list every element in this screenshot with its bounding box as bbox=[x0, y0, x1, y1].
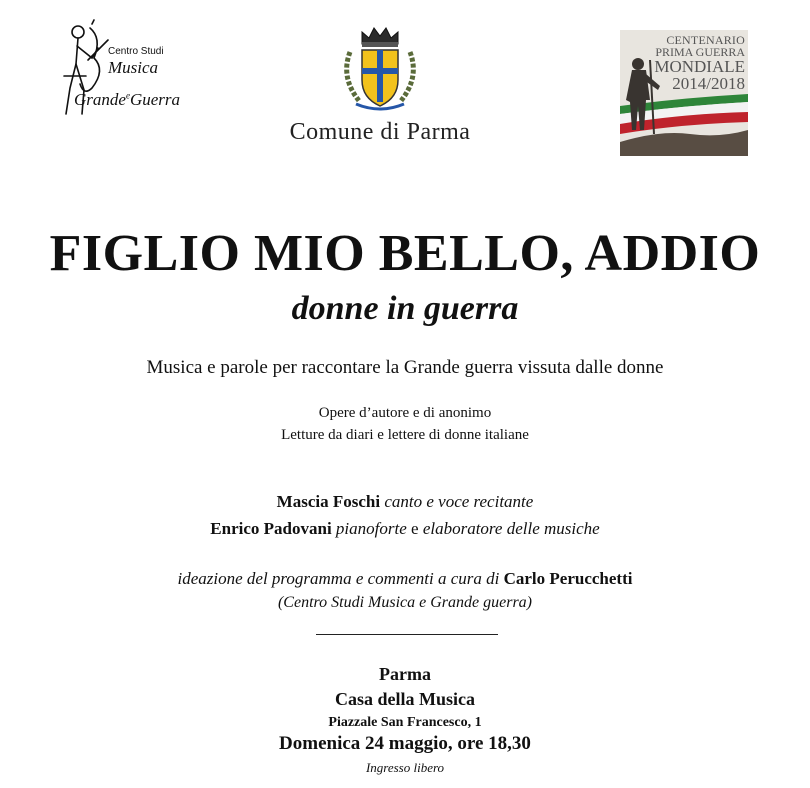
logo-text-e: e bbox=[125, 90, 130, 101]
centenario-text-2: PRIMA GUERRA bbox=[655, 45, 745, 59]
info-line-1: Opere d’autore e di anonimo bbox=[318, 405, 492, 421]
info-line-2: Letture da diari e lettere di donne italiane bbox=[281, 427, 529, 443]
credit-prefix: ideazione del programma e commenti a cura di bbox=[177, 569, 504, 588]
performer-1 bbox=[0, 492, 810, 512]
event-tagline: Musica e parole per raccontare la Grande guerra vissuta dalle donne bbox=[146, 357, 664, 378]
logo-text-guerra: Guerra bbox=[129, 90, 181, 109]
performer-2-role-b: elaboratore delle musiche bbox=[422, 519, 600, 538]
event-datetime: Domenica 24 maggio, ore 18,30 bbox=[279, 733, 531, 754]
performer-2-conj: e bbox=[406, 519, 423, 538]
centenario-text-3: MONDIALE bbox=[654, 57, 745, 76]
credit-name: Carlo Perucchetti bbox=[503, 569, 633, 588]
event-city: Parma bbox=[379, 664, 431, 684]
divider-line bbox=[316, 634, 498, 635]
centenario-logo bbox=[620, 30, 748, 156]
comune-di-parma-logo bbox=[260, 22, 500, 152]
centenario-text-1: CENTENARIO bbox=[666, 33, 745, 47]
event-entry: Ingresso libero bbox=[365, 760, 445, 775]
centro-studi-logo bbox=[56, 18, 206, 138]
logo-text-musica: Musica bbox=[108, 58, 159, 77]
event-subtitle: donne in guerra bbox=[291, 290, 519, 327]
logo-text-grande-guerra bbox=[74, 90, 180, 110]
performer-1-role: canto e voce recitante bbox=[384, 492, 534, 511]
event-address: Piazzale San Francesco, 1 bbox=[328, 715, 482, 730]
performer-2-name: Enrico Padovani bbox=[210, 519, 332, 538]
program-credit bbox=[0, 569, 810, 589]
performer-2-role-a: pianoforte bbox=[335, 519, 407, 538]
logo-text-grande: Grande bbox=[74, 90, 126, 109]
coat-of-arms-icon bbox=[336, 22, 424, 114]
performer-1-name: Mascia Foschi bbox=[276, 492, 381, 511]
credit-affiliation: (Centro Studi Musica e Grande guerra) bbox=[277, 594, 533, 611]
event-venue: Casa della Musica bbox=[334, 689, 475, 709]
logo-text-centro-studi: Centro Studi bbox=[108, 46, 164, 57]
comune-di-parma-name: Comune di Parma bbox=[289, 119, 471, 145]
event-title: FIGLIO MIO BELLO, ADDIO bbox=[49, 225, 761, 282]
performer-2 bbox=[0, 519, 810, 539]
centenario-text-4: 2014/2018 bbox=[672, 74, 745, 93]
